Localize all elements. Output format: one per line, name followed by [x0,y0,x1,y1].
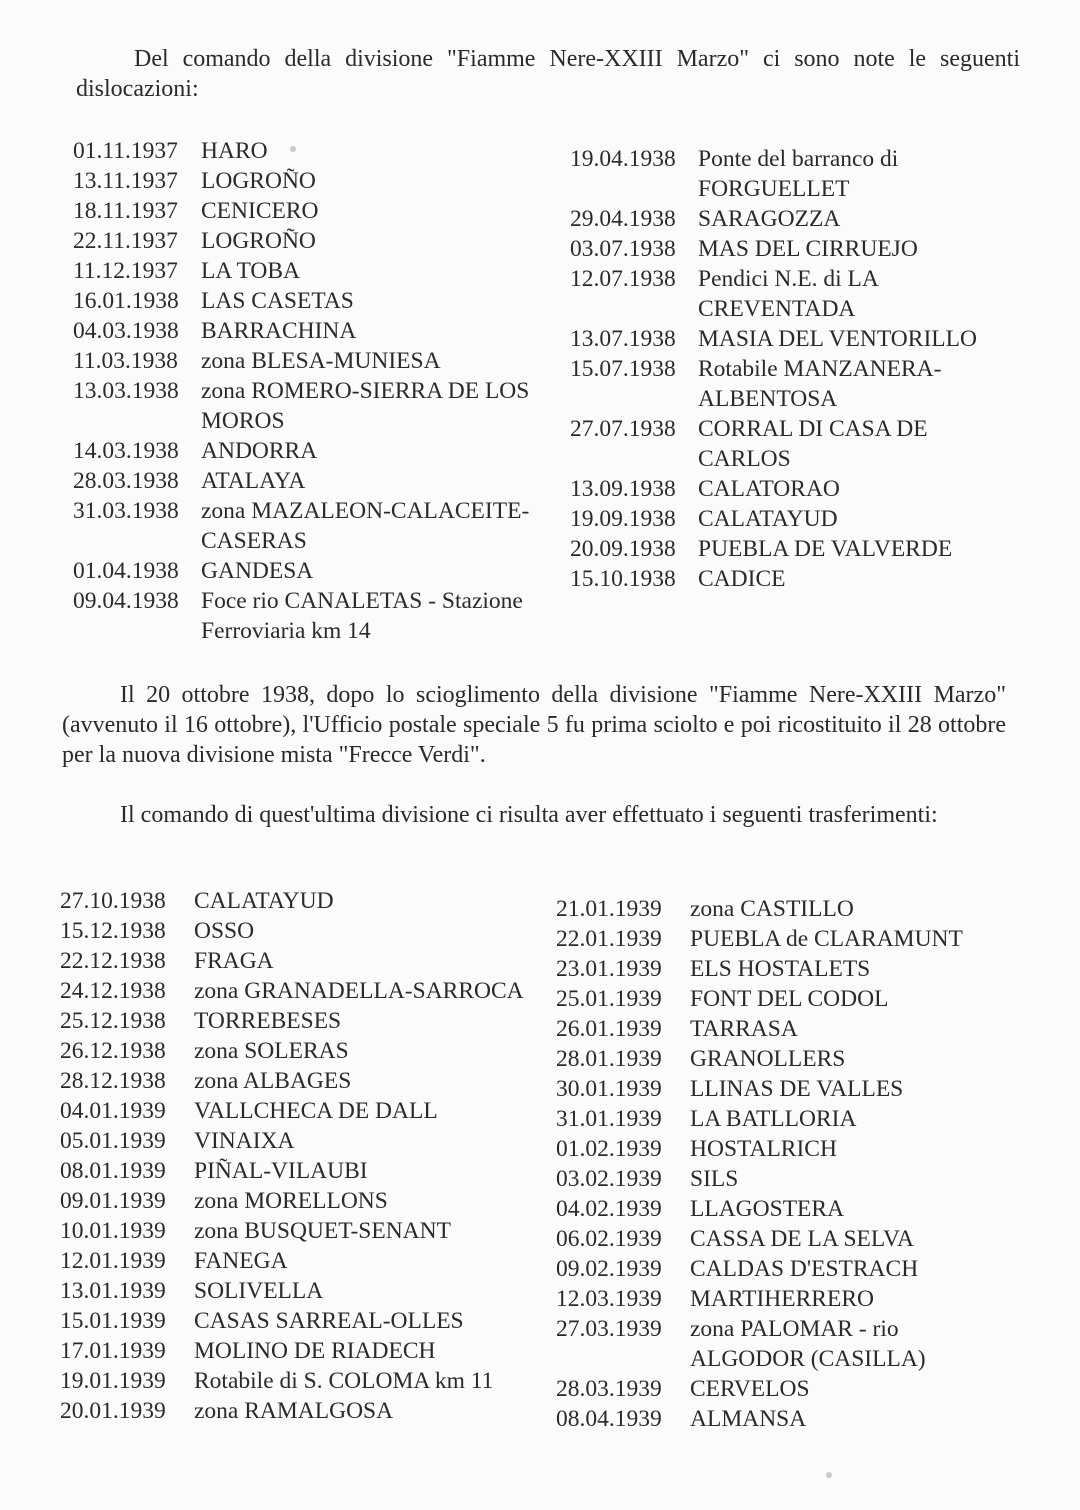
entry-place: zona PALOMAR - rio ALGODOR (CASILLA) [690,1316,926,1372]
entry-place: MASIA DEL VENTORILLO [698,326,977,352]
entry-place: Pendici N.E. di LA CREVENTADA [698,266,878,322]
entry-place: CASSA DE LA SELVA [690,1226,914,1252]
entry-place: LOGROÑO [201,168,316,194]
entry-place: zona GRANADELLA-SARROCA [194,978,524,1004]
location-entry [60,1276,530,1306]
entry-date: 22.12.1938 [60,948,166,974]
entry-place: PUEBLA de CLARAMUNT [690,926,963,952]
location-entry [556,1134,1016,1164]
entry-place: LAS CASETAS [201,288,354,314]
entry-place: ANDORRA [201,438,318,464]
location-entry [60,1336,530,1366]
location-entry [73,556,533,586]
entry-date: 20.01.1939 [60,1398,166,1424]
location-entry [73,466,533,496]
entry-place: VINAIXA [194,1128,295,1154]
location-entry [73,166,533,196]
location-entry [73,436,533,466]
entry-date: 10.01.1939 [60,1218,166,1244]
entry-place: Foce rio CANALETAS - Stazione Ferroviaria km 14 [201,588,523,644]
entry-place: PUEBLA DE VALVERDE [698,536,953,562]
location-entry [570,324,1020,354]
entry-date: 15.07.1938 [570,356,676,382]
entry-date: 13.09.1938 [570,476,676,502]
entry-date: 24.12.1938 [60,978,166,1004]
entry-date: 21.01.1939 [556,896,662,922]
location-entry [60,1036,530,1066]
location-entry [556,1194,1016,1224]
entry-date: 09.04.1938 [73,588,179,614]
location-entry [556,924,1016,954]
entry-place: OSSO [194,918,255,944]
entry-place: Ponte del barranco di FORGUELLET [698,146,899,202]
location-entry [556,1254,1016,1284]
location-entry [73,226,533,256]
entry-date: 15.12.1938 [60,918,166,944]
location-entry [556,1164,1016,1194]
entry-date: 12.01.1939 [60,1248,166,1274]
location-entry [73,316,533,346]
intro-paragraph: Del comando della divisione "Fiamme Nere-XXIII Marzo" ci sono note le seguenti dislocazioni: [76,46,1020,102]
entry-place: LA BATLLORIA [690,1106,857,1132]
entry-date: 09.02.1939 [556,1256,662,1282]
location-entry [570,474,1020,504]
entry-date: 28.01.1939 [556,1046,662,1072]
entry-date: 19.01.1939 [60,1368,166,1394]
entry-date: 25.12.1938 [60,1008,166,1034]
entry-place: MAS DEL CIRRUEJO [698,236,918,262]
location-entry [556,1044,1016,1074]
entry-date: 28.03.1938 [73,468,179,494]
entry-date: 23.01.1939 [556,956,662,982]
entry-date: 19.04.1938 [570,146,676,172]
entry-place: ELS HOSTALETS [690,956,871,982]
entry-date: 08.01.1939 [60,1158,166,1184]
location-entry [60,1306,530,1336]
entry-date: 19.09.1938 [570,506,676,532]
middle-paragraph: Il 20 ottobre 1938, dopo lo scioglimento della divisione "Fiamme Nere-XXIII Marzo" (avvenuto il 16 ottobre), l'Ufficio postale speciale 5 fu prima sciolto e poi ricostituito il 28 ottobre per la nuova divisione mista "Frecce Verdi". [62,682,1006,768]
entry-place: CERVELOS [690,1376,810,1402]
location-entry [570,234,1020,264]
entry-place: LOGROÑO [201,228,316,254]
entry-place: LLAGOSTERA [690,1196,845,1222]
entry-date: 22.11.1937 [73,228,178,254]
entry-date: 11.12.1937 [73,258,178,284]
entry-date: 13.01.1939 [60,1278,166,1304]
location-entry [73,586,533,646]
locations-list-2-right [556,894,1016,1434]
entry-date: 20.09.1938 [570,536,676,562]
location-entry [556,1224,1016,1254]
entry-date: 31.01.1939 [556,1106,662,1132]
entry-date: 11.03.1938 [73,348,178,374]
location-entry [556,984,1016,1014]
entry-place: BARRACHINA [201,318,357,344]
entry-date: 04.02.1939 [556,1196,662,1222]
entry-date: 01.04.1938 [73,558,179,584]
location-entry [60,1396,530,1426]
entry-place: zona SOLERAS [194,1038,349,1064]
location-entry [570,204,1020,234]
entry-place: FRAGA [194,948,274,974]
entry-date: 01.02.1939 [556,1136,662,1162]
entry-place: CALDAS D'ESTRACH [690,1256,919,1282]
location-entry [556,1374,1016,1404]
entry-place: HOSTALRICH [690,1136,837,1162]
entry-place: zona RAMALGOSA [194,1398,394,1424]
entry-place: PIÑAL-VILAUBI [194,1158,368,1184]
entry-date: 09.01.1939 [60,1188,166,1214]
entry-date: 18.11.1937 [73,198,178,224]
entry-date: 15.10.1938 [570,566,676,592]
entry-date: 27.03.1939 [556,1316,662,1342]
entry-place: Rotabile di S. COLOMA km 11 [194,1368,494,1394]
entry-date: 13.07.1938 [570,326,676,352]
entry-place: ATALAYA [201,468,306,494]
location-entry [60,976,530,1006]
entry-date: 26.12.1938 [60,1038,166,1064]
entry-date: 28.12.1938 [60,1068,166,1094]
location-entry [73,376,533,436]
entry-place: zona ROMERO-SIERRA DE LOS MOROS [201,378,530,434]
location-entry [570,504,1020,534]
location-entry [60,1006,530,1036]
entry-date: 22.01.1939 [556,926,662,952]
location-entry [570,414,1020,474]
entry-date: 08.04.1939 [556,1406,662,1432]
entry-place: zona MORELLONS [194,1188,388,1214]
entry-date: 12.07.1938 [570,266,676,292]
entry-date: 04.03.1938 [73,318,179,344]
entry-date: 01.11.1937 [73,138,178,164]
entry-date: 16.01.1938 [73,288,179,314]
entry-place: SOLIVELLA [194,1278,324,1304]
entry-place: CASAS SARREAL-OLLES [194,1308,464,1334]
locations-list-1-left [73,136,533,646]
entry-place: CALATORAO [698,476,840,502]
entry-place: GANDESA [201,558,314,584]
entry-place: ALMANSA [690,1406,807,1432]
entry-place: VALLCHECA DE DALL [194,1098,438,1124]
location-entry [570,564,1020,594]
location-entry [556,954,1016,984]
entry-place: CENICERO [201,198,319,224]
location-entry [570,354,1020,414]
location-entry [556,1014,1016,1044]
entry-date: 27.10.1938 [60,888,166,914]
entry-date: 14.03.1938 [73,438,179,464]
entry-place: LLINAS DE VALLES [690,1076,904,1102]
location-entry [556,1404,1016,1434]
entry-place: zona BUSQUET-SENANT [194,1218,451,1244]
entry-place: MARTIHERRERO [690,1286,874,1312]
entry-place: zona CASTILLO [690,896,854,922]
location-entry [570,264,1020,324]
entry-date: 27.07.1938 [570,416,676,442]
entry-date: 29.04.1938 [570,206,676,232]
entry-place: TARRASA [690,1016,798,1042]
entry-place: SILS [690,1166,739,1192]
location-entry [73,496,533,556]
entry-place: Rotabile MANZANERA-ALBENTOSA [698,356,942,412]
entry-date: 03.07.1938 [570,236,676,262]
location-entry [60,1186,530,1216]
entry-date: 28.03.1939 [556,1376,662,1402]
location-entry [60,1156,530,1186]
entry-place: FONT DEL CODOL [690,986,889,1012]
entry-place: HARO [201,138,268,164]
entry-date: 30.01.1939 [556,1076,662,1102]
entry-date: 12.03.1939 [556,1286,662,1312]
location-entry [60,1066,530,1096]
entry-place: CALATAYUD [194,888,334,914]
entry-date: 25.01.1939 [556,986,662,1012]
entry-place: CORRAL DI CASA DE CARLOS [698,416,928,472]
location-entry [60,916,530,946]
entry-place: zona MAZALEON-CALACEITE-CASERAS [201,498,530,554]
entry-date: 26.01.1939 [556,1016,662,1042]
location-entry [60,886,530,916]
entry-date: 31.03.1938 [73,498,179,524]
entry-place: SARAGOZZA [698,206,841,232]
location-entry [73,346,533,376]
location-entry [556,1104,1016,1134]
location-entry [73,136,533,166]
entry-place: LA TOBA [201,258,301,284]
entry-date: 17.01.1939 [60,1338,166,1364]
scan-speck [826,1472,832,1478]
location-entry [60,946,530,976]
entry-date: 15.01.1939 [60,1308,166,1334]
location-entry [60,1246,530,1276]
location-entry [60,1366,530,1396]
location-entry [60,1216,530,1246]
location-entry [60,1126,530,1156]
location-entry [73,286,533,316]
scan-speck [290,146,296,152]
second-intro-paragraph: Il comando di quest'ultima divisione ci risulta aver effettuato i seguenti trasferimenti: [120,802,938,828]
entry-date: 05.01.1939 [60,1128,166,1154]
location-entry [556,1314,1016,1374]
entry-place: CADICE [698,566,786,592]
entry-place: FANEGA [194,1248,288,1274]
entry-date: 13.03.1938 [73,378,179,404]
location-entry [73,256,533,286]
locations-list-1-right [570,144,1020,594]
entry-place: GRANOLLERS [690,1046,846,1072]
location-entry [73,196,533,226]
entry-date: 13.11.1937 [73,168,178,194]
entry-place: zona ALBAGES [194,1068,352,1094]
entry-place: CALATAYUD [698,506,838,532]
entry-place: TORREBESES [194,1008,342,1034]
entry-place: zona BLESA-MUNIESA [201,348,441,374]
location-entry [60,1096,530,1126]
location-entry [570,534,1020,564]
entry-date: 06.02.1939 [556,1226,662,1252]
location-entry [556,894,1016,924]
locations-list-2-left [60,886,530,1426]
entry-date: 03.02.1939 [556,1166,662,1192]
location-entry [556,1284,1016,1314]
entry-date: 04.01.1939 [60,1098,166,1124]
location-entry [570,144,1020,204]
location-entry [556,1074,1016,1104]
entry-place: MOLINO DE RIADECH [194,1338,436,1364]
